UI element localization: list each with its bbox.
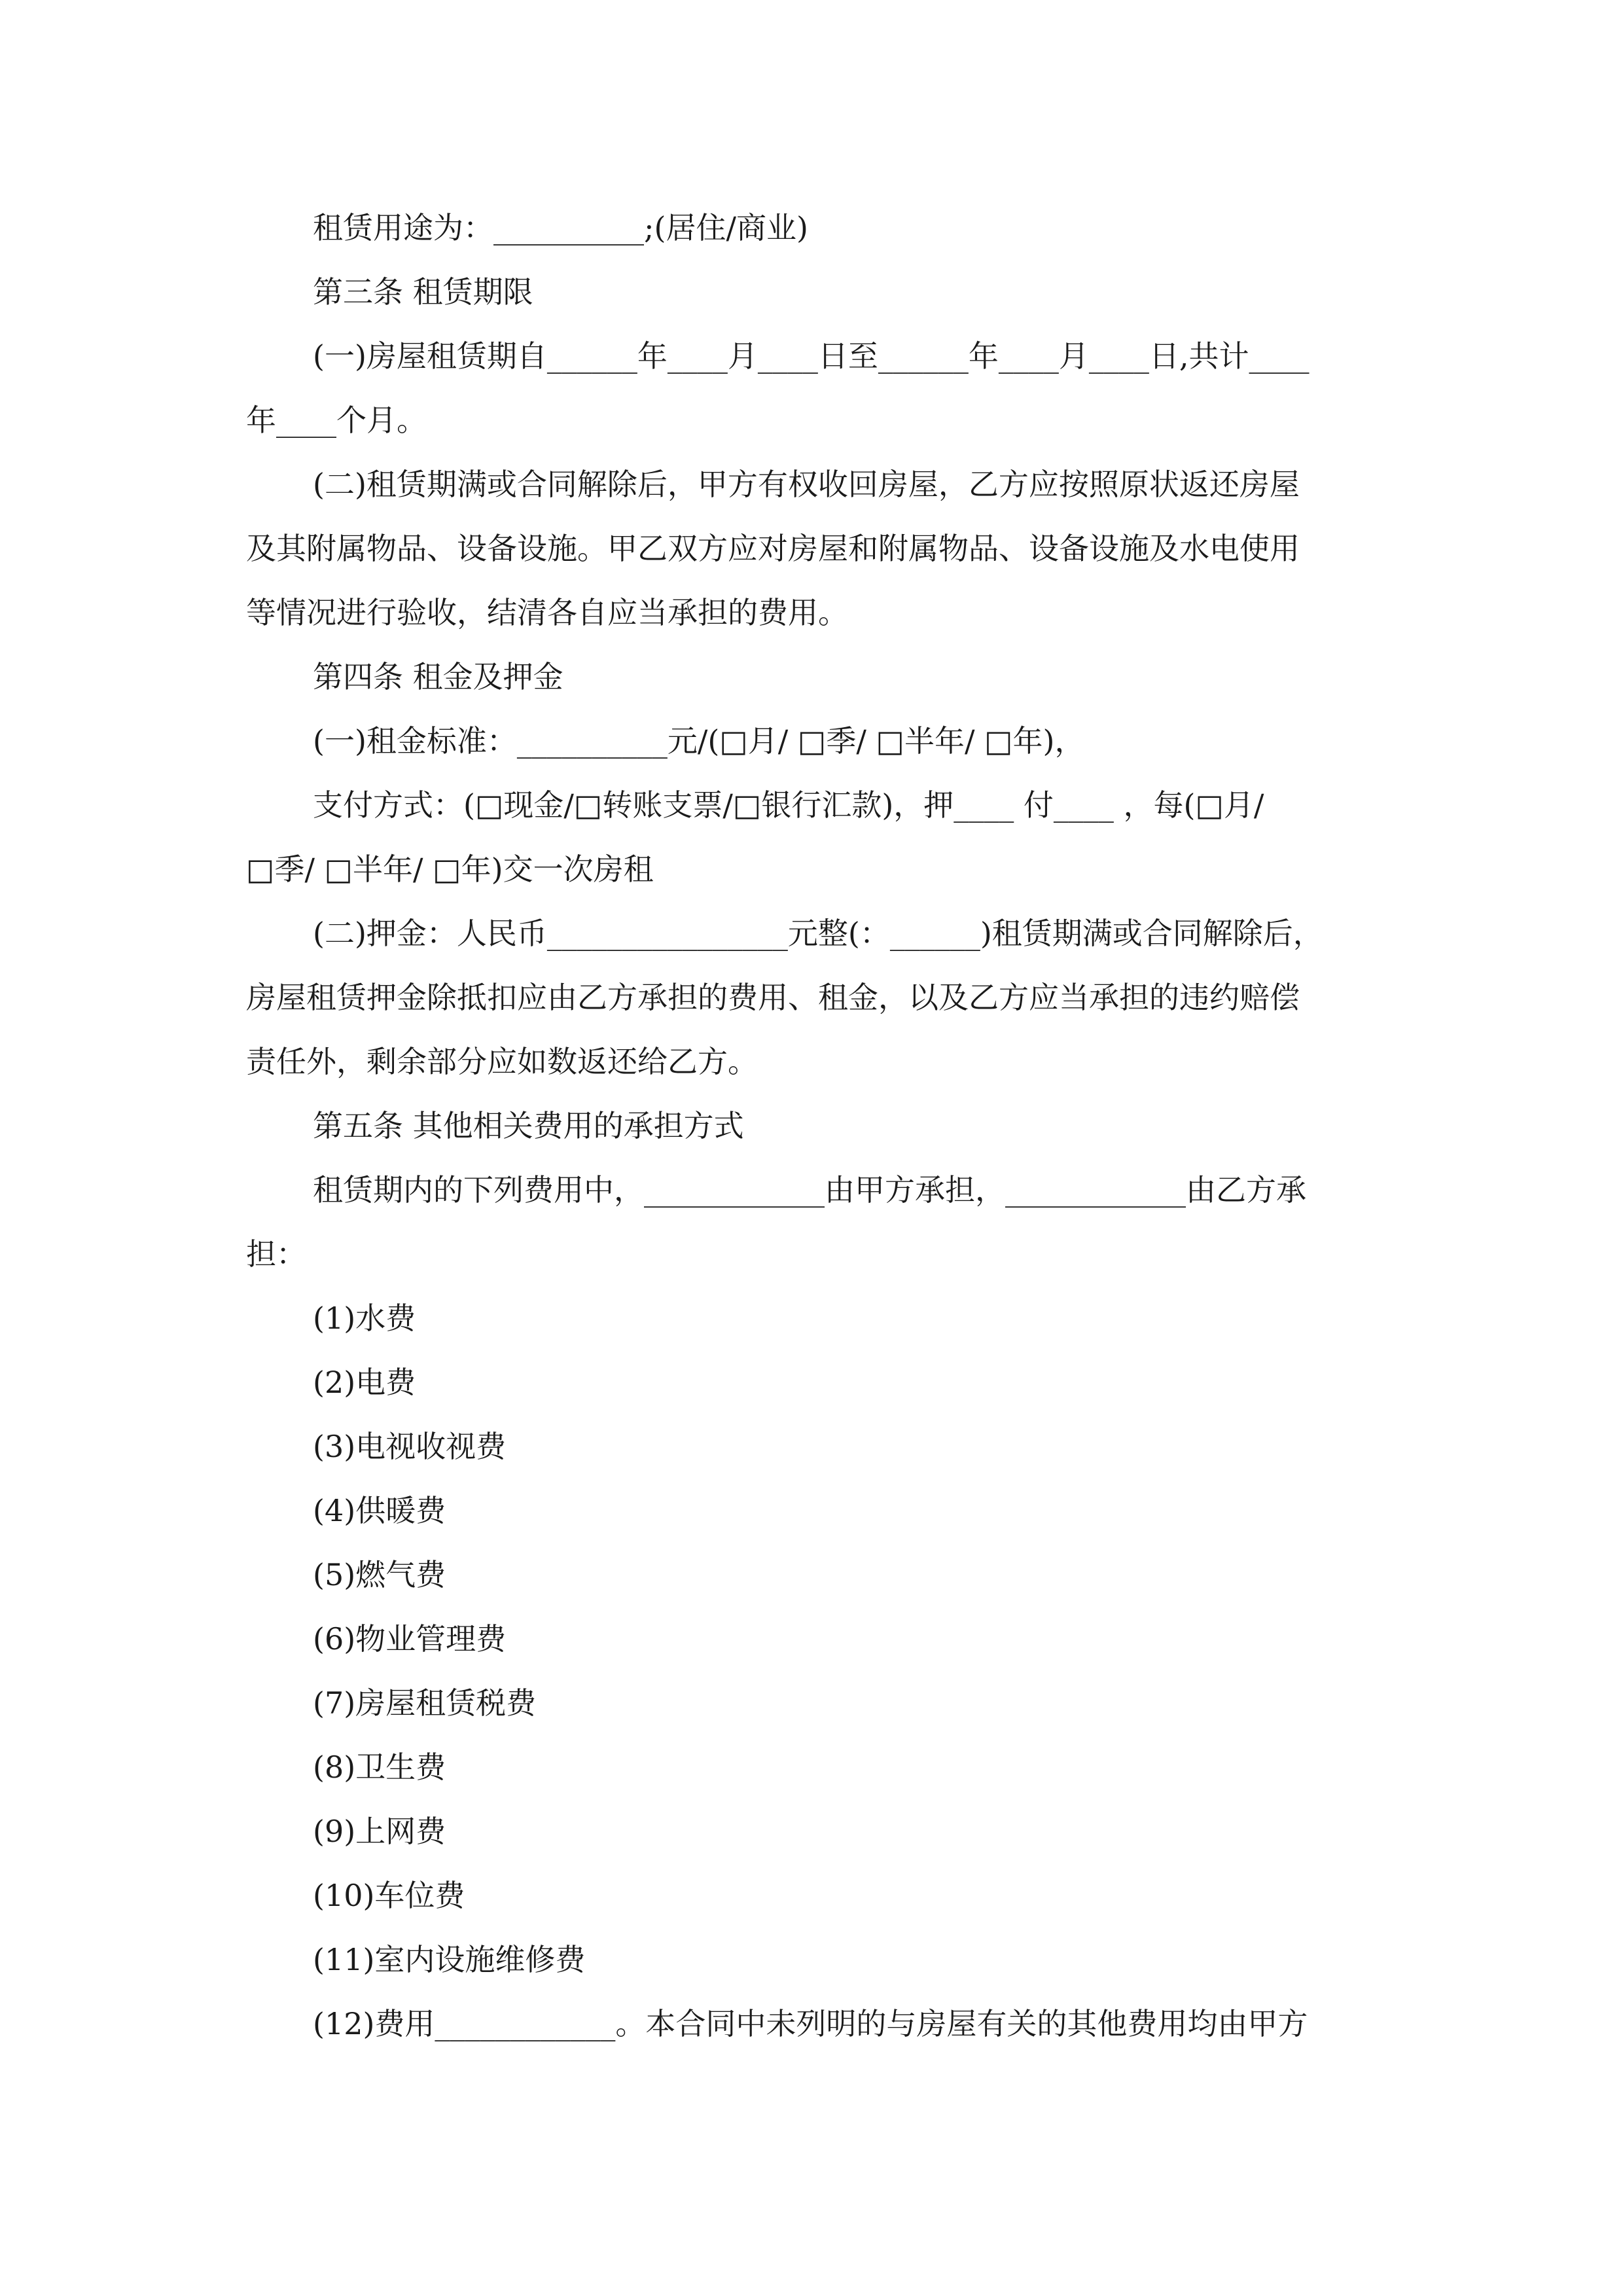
heading-article-4: 第四条 租金及押金 [313, 659, 563, 694]
heading-article-3: 第三条 租赁期限 [313, 274, 533, 310]
fee-item-property-management: (6)物业管理费 [313, 1621, 507, 1657]
fee-item-electricity: (2)电费 [313, 1365, 416, 1400]
heading-article-5: 第五条 其他相关费用的承担方式 [313, 1108, 744, 1143]
text-line-return-2: 及其附属物品、设备设施。甲乙双方应对房屋和附属物品、设备设施及水电使用 [246, 531, 1300, 566]
fee-item-parking: (10)车位费 [313, 1878, 465, 1913]
fee-item-tv: (3)电视收视费 [313, 1429, 507, 1464]
text-line-payment-method: 支付方式：(□现金/□转账支票/□银行汇款)，押____ 付____ ，每(□月/ [313, 787, 1264, 823]
text-line-fees-1: 租赁期内的下列费用中，____________由甲方承担，____________由乙方承 [313, 1172, 1306, 1208]
fee-item-heating: (4)供暖费 [313, 1493, 446, 1528]
fee-item-water: (1)水费 [313, 1300, 416, 1336]
fee-item-internet: (9)上网费 [313, 1814, 446, 1849]
text-line-return-1: (二)租赁期满或合同解除后，甲方有权收回房屋，乙方应按照原状返还房屋 [313, 467, 1300, 502]
fee-item-rental-tax: (7)房屋租赁税费 [313, 1685, 537, 1721]
fee-item-sanitation: (8)卫生费 [313, 1749, 446, 1785]
text-line-rent-standard: (一)租金标准：__________元/(□月/ □季/ □半年/ □年)， [313, 723, 1085, 759]
fee-item-other: (12)费用____________。本合同中未列明的与房屋有关的其他费用均由甲方 [313, 2006, 1308, 2041]
text-line-fees-2: 担： [246, 1236, 306, 1272]
text-line-term-period: (一)房屋租赁期自______年____月____日至______年____月____日,共计____ [313, 338, 1310, 374]
text-line-payment-period: □季/ □半年/ □年)交一次房租 [246, 852, 654, 887]
text-line-deposit-1: (二)押金：人民币________________元整(：______)租赁期满或合同解除后， [313, 916, 1323, 951]
text-line-usage: 租赁用途为：__________;(居住/商业) [313, 210, 808, 245]
text-line-term-months: 年____个月。 [246, 403, 427, 438]
fee-item-gas: (5)燃气费 [313, 1557, 446, 1592]
text-line-return-3: 等情况进行验收，结清各自应当承担的费用。 [246, 595, 848, 630]
text-line-deposit-3: 责任外，剩余部分应如数返还给乙方。 [246, 1044, 758, 1079]
text-line-deposit-2: 房屋租赁押金除抵扣应由乙方承担的费用、租金，以及乙方应当承担的违约赔偿 [246, 980, 1300, 1015]
fee-item-maintenance: (11)室内设施维修费 [313, 1942, 586, 1977]
